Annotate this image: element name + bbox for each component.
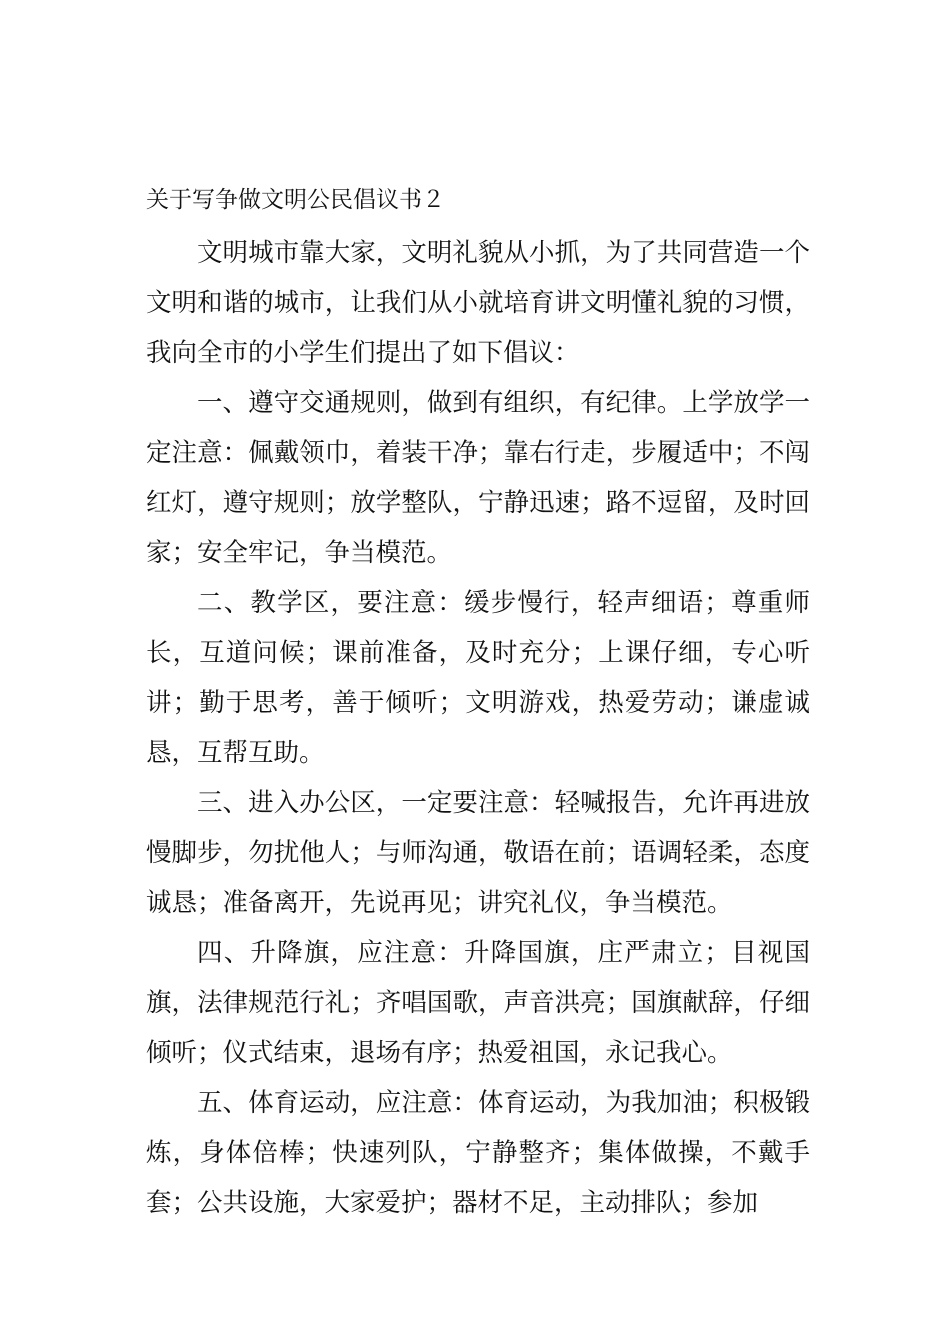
paragraph-intro: 文明城市靠大家，文明礼貌从小抓，为了共同营造一个文明和谐的城市，让我们从小就培育讲文明懂礼貌的习惯，我向全市的小学生们提出了如下倡议： bbox=[146, 238, 810, 368]
document-body bbox=[146, 228, 810, 1228]
paragraph-sports: 五、体育运动，应注意：体育运动，为我加油；积极锻炼，身体倍棒；快速列队，宁静整齐；集体做操，不戴手套；公共设施，大家爱护；器材不足，主动排队；参加 bbox=[146, 1088, 810, 1218]
paragraph-office-area: 三、进入办公区，一定要注意：轻喊报告，允许再进放慢脚步，勿扰他人；与师沟通，敬语在前；语调轻柔，态度诚恳；准备离开，先说再见；讲究礼仪，争当模范。 bbox=[146, 788, 810, 918]
paragraph-teaching-area: 二、教学区，要注意：缓步慢行，轻声细语；尊重师长，互道问候；课前准备，及时充分；上课仔细，专心听讲；勤于思考，善于倾听；文明游戏，热爱劳动；谦虚诚恳，互帮互助。 bbox=[146, 588, 810, 768]
document-title: 关于写争做文明公民倡议书２ bbox=[146, 187, 445, 213]
paragraph-flag-ceremony: 四、升降旗，应注意：升降国旗，庄严肃立；目视国旗，法律规范行礼；齐唱国歌，声音洪亮；国旗献辞，仔细倾听；仪式结束，退场有序；热爱祖国，永记我心。 bbox=[146, 938, 810, 1068]
paragraph-traffic-rules: 一、遵守交通规则，做到有组织，有纪律。上学放学一定注意：佩戴领巾，着装干净；靠右行走，步履适中；不闯红灯，遵守规则；放学整队，宁静迅速；路不逗留，及时回家；安全牢记，争当模范。 bbox=[146, 388, 810, 568]
